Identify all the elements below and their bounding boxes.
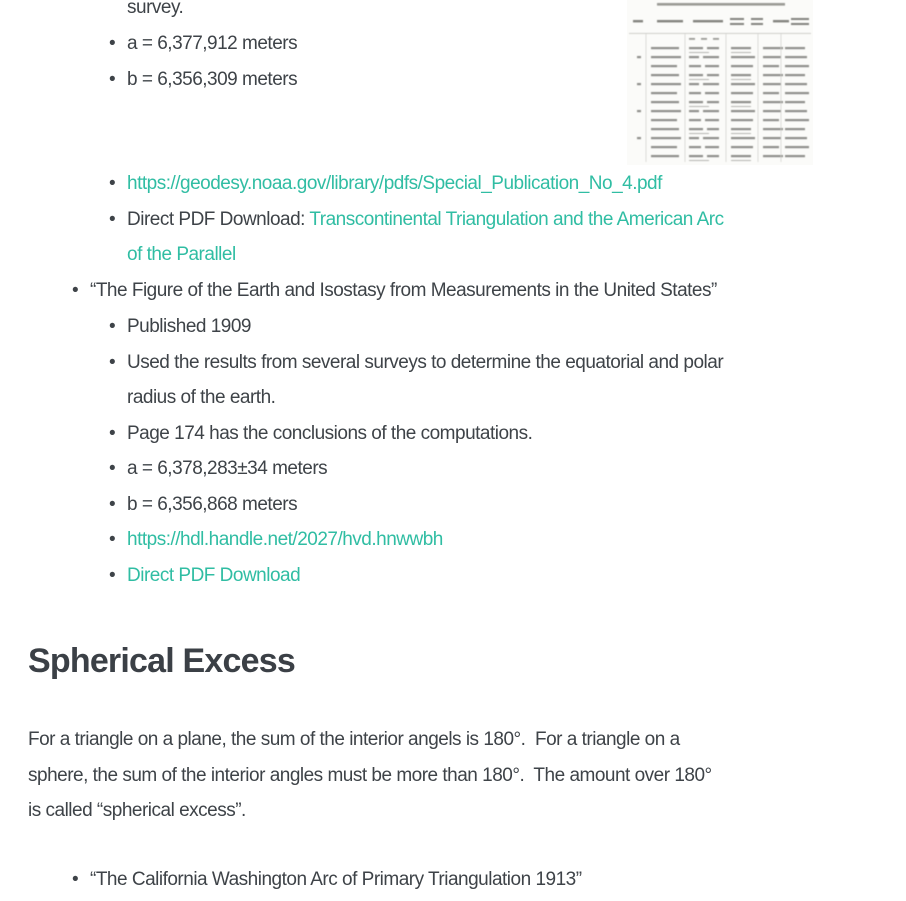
list-item [109,62,298,98]
list-item [109,202,727,273]
spherical-excess-paragraph [28,722,712,829]
page-title: Spherical Excess [28,642,295,680]
direct-pdf-download-link[interactable]: Direct PDF Download [127,564,301,586]
list-item [109,345,772,416]
california-arc-section [72,862,582,898]
list-item-text: b = 6,356,868 meters [127,493,298,515]
noaa-publication-link[interactable]: https://geodesy.noaa.gov/library/pdfs/Special_Publication_No_4.pdf [127,173,662,194]
paragraph-line: sphere, the sum of the interior angles must be more than 180°. The amount over 180° [28,764,712,786]
list-item-text: b = 6,356,309 meters [127,68,298,90]
bullet-marker: • [109,422,116,444]
scanned-table-image[interactable] [627,0,813,165]
paragraph-line: For a triangle on a plane, the sum of the interior angels is 180°. For a triangle on a [28,729,680,750]
paragraph-line: is called “spherical excess”. [28,800,246,821]
list-item-text: Page 174 has the conclusions of the computations. [127,422,533,444]
bullet-marker: • [72,869,79,890]
list-item [72,862,582,898]
direct-pdf-prefix: Direct PDF Download: [127,208,310,230]
list-item-text: Used the results from several surveys to determine the equatorial and polar radius of the earth. [127,351,724,408]
bullet-marker: • [109,208,116,230]
list-item [109,26,298,62]
bullet-marker: • [109,316,116,337]
bullet-marker: • [109,458,116,479]
bullet-marker: • [72,280,79,301]
bullet-marker: • [109,529,116,550]
list-item [109,558,772,594]
scanned-table-graphic [627,0,813,165]
list-item [109,166,727,202]
list-item-text: a = 6,377,912 meters [127,33,298,54]
transcontinental-triangulation-link[interactable]: Transcontinental Triangulation and the American Arc of the Parallel [127,208,724,265]
list-item-text: a = 6,378,283±34 meters [127,458,328,479]
list-item [109,416,772,452]
figure-of-earth-title: “The Figure of the Earth and Isostasy from Measurements in the United States” [90,280,717,301]
bullet-marker: • [109,493,116,515]
survey-values-list [109,26,298,97]
bullet-marker: • [109,68,116,90]
list-item [109,451,772,487]
list-item [109,309,772,345]
figure-of-earth-section [72,273,717,309]
list-item [109,487,772,523]
publication-links-list [109,166,727,273]
list-item [72,273,717,309]
list-item-text: Published 1909 [127,316,251,337]
bullet-marker: • [109,351,116,373]
list-item-continuation: survey. [127,0,184,18]
list-item [109,522,772,558]
bullet-marker: • [109,33,116,54]
hdl-handle-link[interactable]: https://hdl.handle.net/2027/hvd.hnwwbh [127,529,443,550]
bullet-marker: • [109,564,116,586]
california-arc-title: “The California Washington Arc of Primary Triangulation 1913” [90,869,582,890]
figure-of-earth-sublist [109,309,772,593]
bullet-marker: • [109,173,116,194]
